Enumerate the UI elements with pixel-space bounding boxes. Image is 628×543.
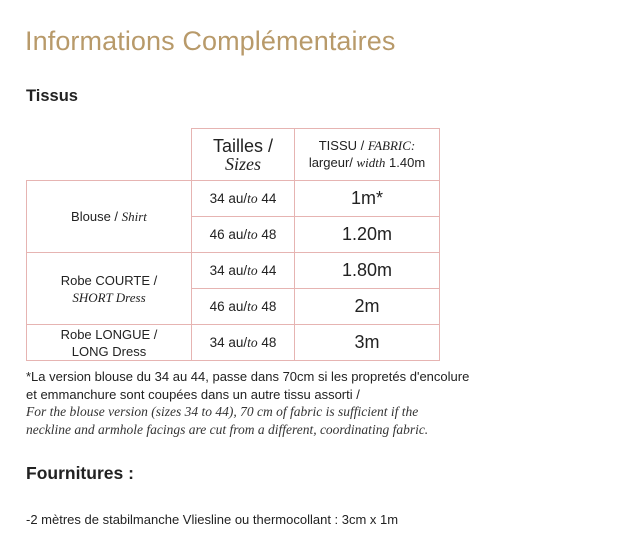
table-row xyxy=(27,253,440,289)
note-fr-line2: et emmanchure sont coupées dans un autre tissu assorti / xyxy=(26,386,360,402)
sizes-cell: 34 au/to 48 xyxy=(192,325,295,361)
meters-cell: 1.20m xyxy=(295,217,440,253)
table-row xyxy=(27,325,440,361)
fournitures-heading: Fournitures : xyxy=(26,463,134,483)
page-title: Informations Complémentaires xyxy=(25,26,396,56)
note-en-line1: For the blouse version (sizes 34 to 44), 70 cm of fabric is sufficient if the xyxy=(26,404,419,419)
header-sizes-en: Sizes xyxy=(225,153,261,174)
header-fabric-cell xyxy=(295,129,440,181)
table-header-row xyxy=(27,129,440,181)
header-sizes-fr: Tailles / xyxy=(212,135,274,156)
sizes-cell: 46 au/to 48 xyxy=(192,217,295,253)
garment-short-dress: Robe COURTE / SHORT Dress xyxy=(27,253,192,325)
header-blank-cell xyxy=(27,129,192,181)
sizes-cell: 34 au/to 44 xyxy=(192,253,295,289)
meters-cell: 1.80m xyxy=(295,253,440,289)
sizes-cell: 46 au/to 48 xyxy=(192,289,295,325)
tissus-heading: Tissus xyxy=(26,87,78,105)
table-row xyxy=(27,181,440,217)
header-sizes-cell xyxy=(192,129,295,181)
meters-cell: 2m xyxy=(295,289,440,325)
meters-cell: 1m* xyxy=(295,181,440,217)
note-en-line2: neckline and armhole facings are cut from a different, coordinating fabric. xyxy=(26,421,429,437)
supply-item: -2 mètres de stabilmanche Vliesline ou thermocollant : 3cm x 1m xyxy=(26,512,399,527)
sizes-cell: 34 au/to 44 xyxy=(192,181,295,217)
header-fabric-line2: largeur/ width 1.40m xyxy=(308,154,426,170)
meters-cell: 3m xyxy=(295,325,440,361)
garment-blouse: Blouse / Shirt xyxy=(27,181,192,253)
header-fabric-line1: TISSU / FABRIC: xyxy=(318,137,416,153)
garment-long-dress: Robe LONGUE / LONG Dress xyxy=(27,325,192,361)
note-fr-line1: *La version blouse du 34 au 44, passe dans 70cm si les propretés d'encolure xyxy=(26,369,470,384)
fabric-note xyxy=(26,368,526,438)
fabric-table xyxy=(26,128,440,361)
